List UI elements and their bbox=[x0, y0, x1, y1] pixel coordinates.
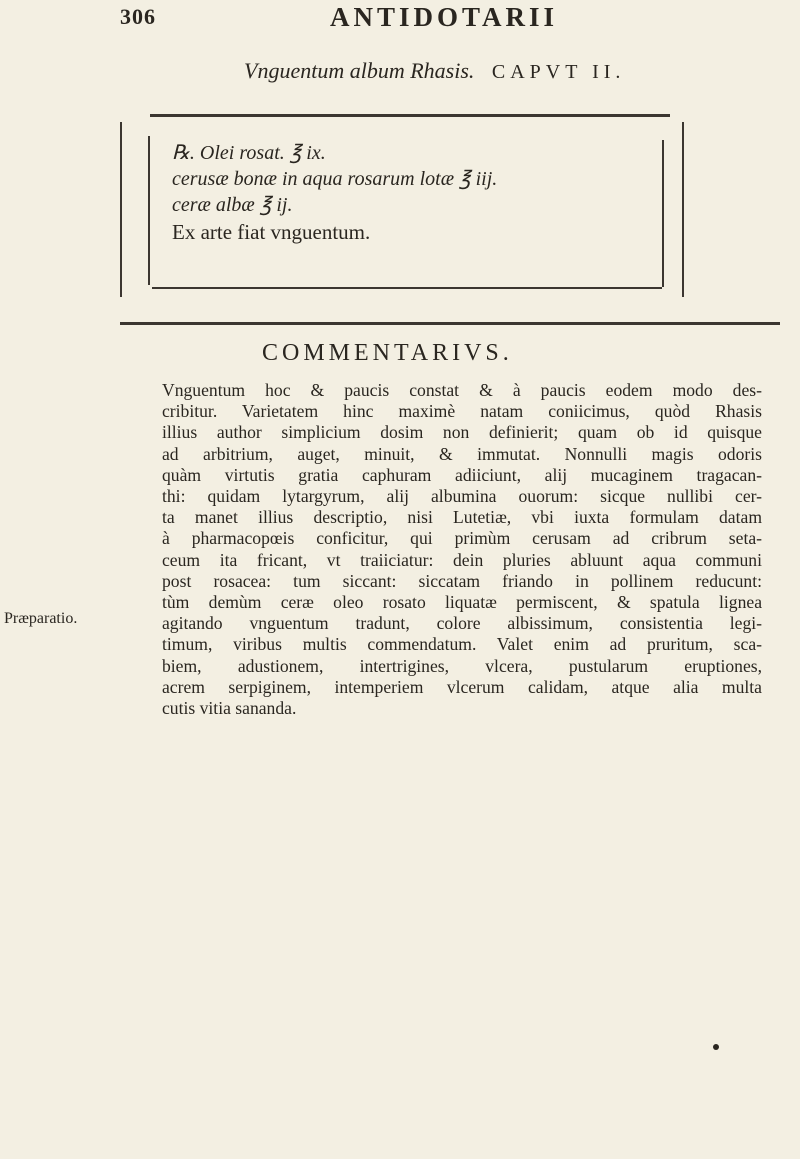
text-line: ad arbitrium, auget, minuit, & immutat. Nonnulli magis odoris bbox=[162, 443, 762, 464]
text-line: à pharmacopœis conficitur, qui primùm cerusam ad cribrum seta- bbox=[162, 528, 762, 549]
recipe-underline-rule bbox=[120, 322, 780, 325]
text-line: ceum ita fricant, vt traiiciatur: dein pluries abluunt aqua communi bbox=[162, 549, 762, 570]
text-line: post rosacea: tum siccant: siccatam friando in pollinem reducunt: bbox=[162, 570, 762, 591]
running-head: ANTIDOTARII bbox=[330, 2, 559, 32]
header-rule bbox=[150, 114, 670, 117]
recipe-line: ℞. Olei rosat. ℥ ix. bbox=[172, 142, 326, 164]
caput-label: CAPVT II. bbox=[491, 61, 626, 83]
text-line: Vnguentum hoc & paucis constat & à paucis eodem modo des- bbox=[162, 380, 762, 400]
frame-inner-left bbox=[148, 136, 150, 285]
chapter-title: Vnguentum album Rhasis. bbox=[244, 58, 475, 83]
text-line: cribitur. Varietatem hinc maximè natam coniicimus, quòd Rhasis bbox=[162, 401, 762, 422]
frame-bottom-rule bbox=[152, 287, 662, 289]
text-line: timum, viribus multis commendatum. Valet enim ad pruritum, sca- bbox=[162, 634, 762, 655]
text-line: tùm demùm ceræ oleo rosato liquatæ permiscent, & spatula lignea bbox=[162, 592, 762, 613]
chapter-heading bbox=[244, 58, 625, 84]
text-line: ta manet illius descriptio, nisi Lutetiæ, vbi iuxta formulam datam bbox=[162, 507, 762, 528]
text-line: thi: quidam lytargyrum, alij albumina ouorum: sicque nullibi cer- bbox=[162, 486, 762, 507]
frame-inner-right bbox=[662, 140, 664, 287]
commentary-heading: COMMENTARIVS. bbox=[262, 340, 513, 366]
text-line: illius author simplicium dosim non definierit; quam ob id quisque bbox=[162, 422, 762, 443]
recipe-line: Ex arte fiat vnguentum. bbox=[172, 220, 371, 244]
ink-dot bbox=[713, 1044, 719, 1050]
text-line: acrem serpiginem, intemperiem vlcerum calidam, atque alia multa bbox=[162, 676, 762, 697]
commentary-text bbox=[162, 380, 762, 719]
text-line: cutis vitia sananda. bbox=[162, 698, 297, 719]
text-line: agitando vnguentum tradunt, colore albissimum, consistentia legi- bbox=[162, 613, 762, 634]
recipe-line: ceræ albæ ℥ ij. bbox=[172, 194, 293, 216]
recipe-line: cerusæ bonæ in aqua rosarum lotæ ℥ iij. bbox=[172, 168, 498, 190]
text-line: quàm virtutis gratia caphuram adiiciunt, alij mucaginem tragacan- bbox=[162, 464, 762, 485]
text-line: biem, adustionem, intertrigines, vlcera, pustularum eruptiones, bbox=[162, 655, 762, 676]
page-number: 306 bbox=[120, 4, 156, 29]
margin-note: Præparatio. bbox=[4, 610, 78, 627]
